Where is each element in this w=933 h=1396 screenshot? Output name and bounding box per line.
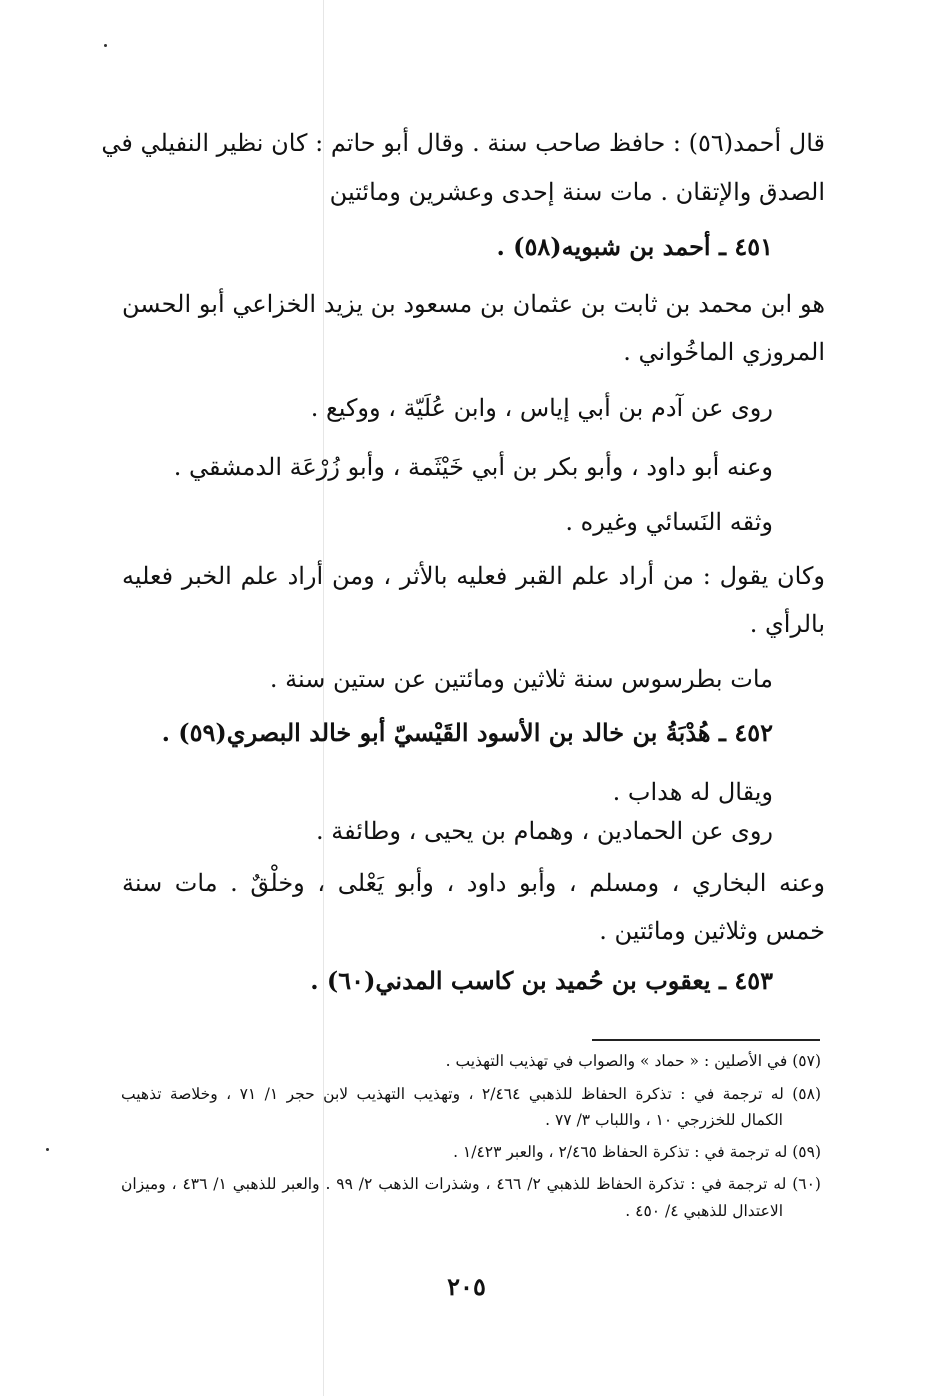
footnote-line: (٥٩) له ترجمة في : تذكرة الحفاظ ٢/٤٦٥ ، والعبر ١/٤٢٣ .	[453, 1143, 821, 1161]
text-line: هو ابن محمد بن ثابت بن عثمان بن مسعود بن يزيد الخزاعي أبو الحسن	[122, 290, 825, 318]
text-line: خمس وثلاثين ومائتين .	[599, 917, 825, 945]
scan-speck	[104, 44, 107, 47]
text-line: ويقال له هداب .	[612, 778, 773, 806]
page-number: ٢٠٥	[447, 1272, 486, 1301]
footnote-line: (٥٧) في الأصلين : « حماد » والصواب في تهذيب التهذيب .	[445, 1052, 821, 1070]
text-line: وعنه أبو داود ، وأبو بكر بن أبي خَيْثَمة ، وأبو زُرْعَة الدمشقي .	[173, 453, 773, 481]
text-line: روى عن آدم بن أبي إياس ، وابن عُلَيّة ، ووكيع .	[310, 394, 773, 422]
text-line: الصدق والإتقان . مات سنة إحدى وعشرين ومائتين	[329, 178, 825, 206]
entry-heading-452: ٤٥٢ ـ هُدْبَةُ بن خالد بن الأسود القَيْسيّ أبو خالد البصري(٥٩) .	[161, 718, 773, 747]
text-line: المروزي الماخُواني .	[623, 338, 825, 366]
scan-speck	[46, 1148, 49, 1151]
entry-heading-451: ٤٥١ ـ أحمد بن شبويه(٥٨) .	[496, 232, 773, 261]
entry-heading-453: ٤٥٣ ـ يعقوب بن حُميد بن كاسب المدني(٦٠) .	[310, 966, 773, 995]
footnote-line: (٦٠) له ترجمة في : تذكرة الحفاظ للذهبي ٢/ ٤٦٦ ، وشذرات الذهب ٢/ ٩٩ . والعبر للذهبي ١/ ٤٣٦ ، وميزان	[121, 1175, 821, 1193]
footnote-line: الاعتدال للذهبي ٤/ ٤٥٠ .	[625, 1202, 783, 1220]
text-line: قال أحمد(٥٦) : حافظ صاحب سنة . وقال أبو حاتم : كان نظير النفيلي في	[101, 129, 825, 157]
footnote-line: (٥٨) له ترجمة في : تذكرة الحفاظ للذهبي ٢/٤٦٤ ، وتهذيب التهذيب لابن حجر ١/ ٧١ ، وخلاصة تذهيب	[121, 1085, 822, 1103]
footnote-line: الكمال للخزرجي ١٠ ، واللباب ٣/ ٧٧ .	[545, 1111, 783, 1129]
text-line: مات بطرسوس سنة ثلاثين ومائتين عن ستين سنة .	[269, 665, 773, 693]
text-line: وعنه البخاري ، ومسلم ، وأبو داود ، وأبو يَعْلى ، وخلْقٌ . مات سنة	[122, 869, 825, 897]
text-line: وثقه النَسائي وغيره .	[565, 508, 773, 536]
text-line: بالرأي .	[749, 610, 825, 638]
text-line: روى عن الحمادين ، وهمام بن يحيى ، وطائفة .	[316, 817, 773, 845]
footnote-separator	[592, 1039, 820, 1041]
text-line: وكان يقول : من أراد علم القبر فعليه بالأثر ، ومن أراد علم الخبر فعليه	[122, 562, 825, 590]
